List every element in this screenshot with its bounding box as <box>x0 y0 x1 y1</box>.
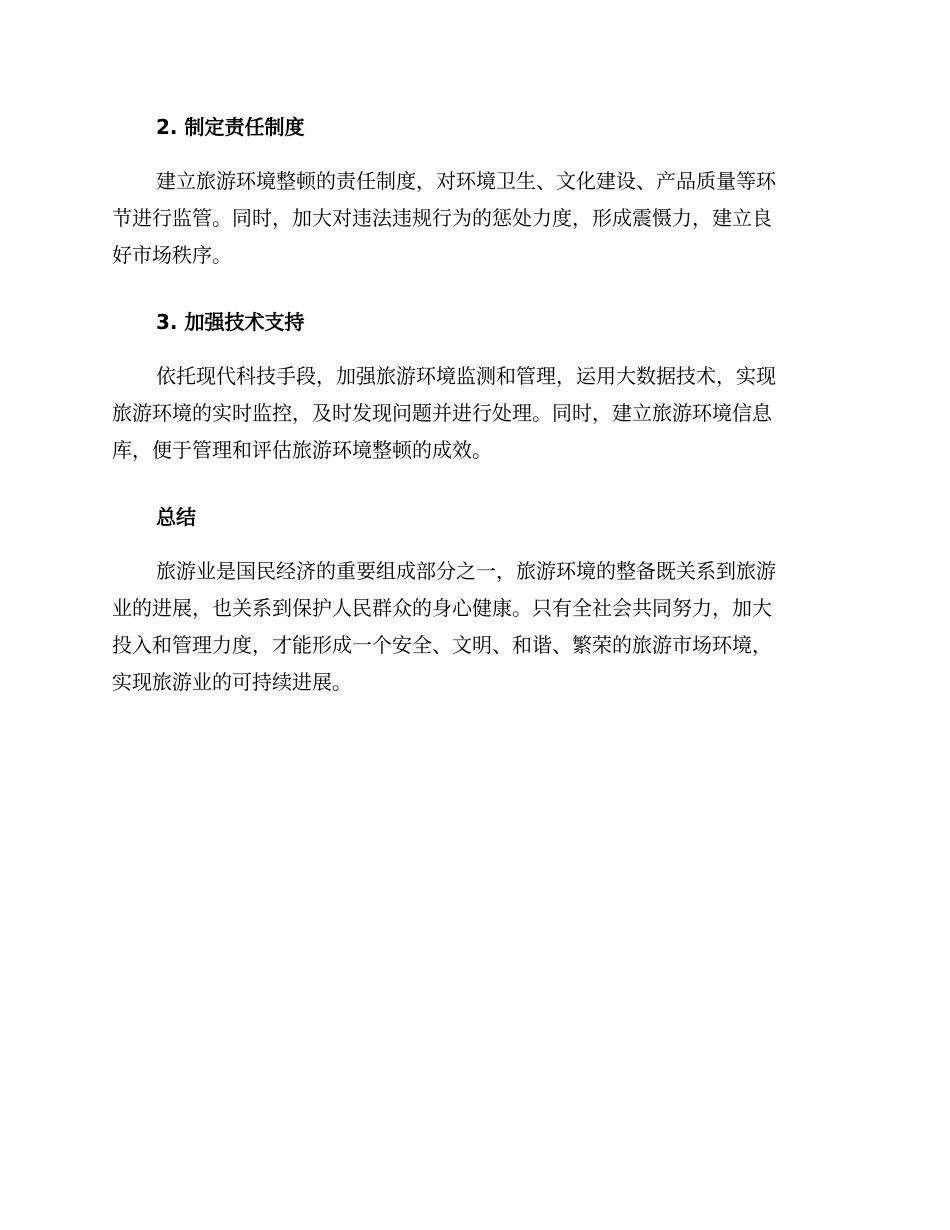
section-paragraph-responsibility <box>112 163 832 274</box>
paragraph-line: 好市场秩序。 <box>112 243 232 267</box>
section-heading-responsibility: 2. 制定责任制度 <box>156 115 305 139</box>
section-heading-summary: 总结 <box>156 505 196 529</box>
paragraph-line: 业的进展，也关系到保护人民群众的身心健康。只有全社会共同努力，加大 <box>112 596 772 620</box>
paragraph-line: 依托现代科技手段，加强旅游环境监测和管理，运用大数据技术，实现 <box>156 364 776 388</box>
paragraph-line: 建立旅游环境整顿的责任制度，对环境卫生、文化建设、产品质量等环 <box>156 169 776 193</box>
paragraph-line: 节进行监管。同时，加大对违法违规行为的惩处力度，形成震慑力，建立良 <box>112 206 772 230</box>
paragraph-line: 实现旅游业的可持续进展。 <box>112 670 352 694</box>
paragraph-line: 库，便于管理和评估旅游环境整顿的成效。 <box>112 438 492 462</box>
paragraph-line: 旅游环境的实时监控，及时发现问题并进行处理。同时，建立旅游环境信息 <box>112 401 772 425</box>
section-paragraph-technology <box>112 358 832 469</box>
paragraph-line: 旅游业是国民经济的重要组成部分之一，旅游环境的整备既关系到旅游 <box>156 559 776 583</box>
section-heading-technology: 3. 加强技术支持 <box>156 310 305 334</box>
section-paragraph-summary <box>112 553 832 701</box>
paragraph-line: 投入和管理力度，才能形成一个安全、文明、和谐、繁荣的旅游市场环境， <box>112 633 772 657</box>
